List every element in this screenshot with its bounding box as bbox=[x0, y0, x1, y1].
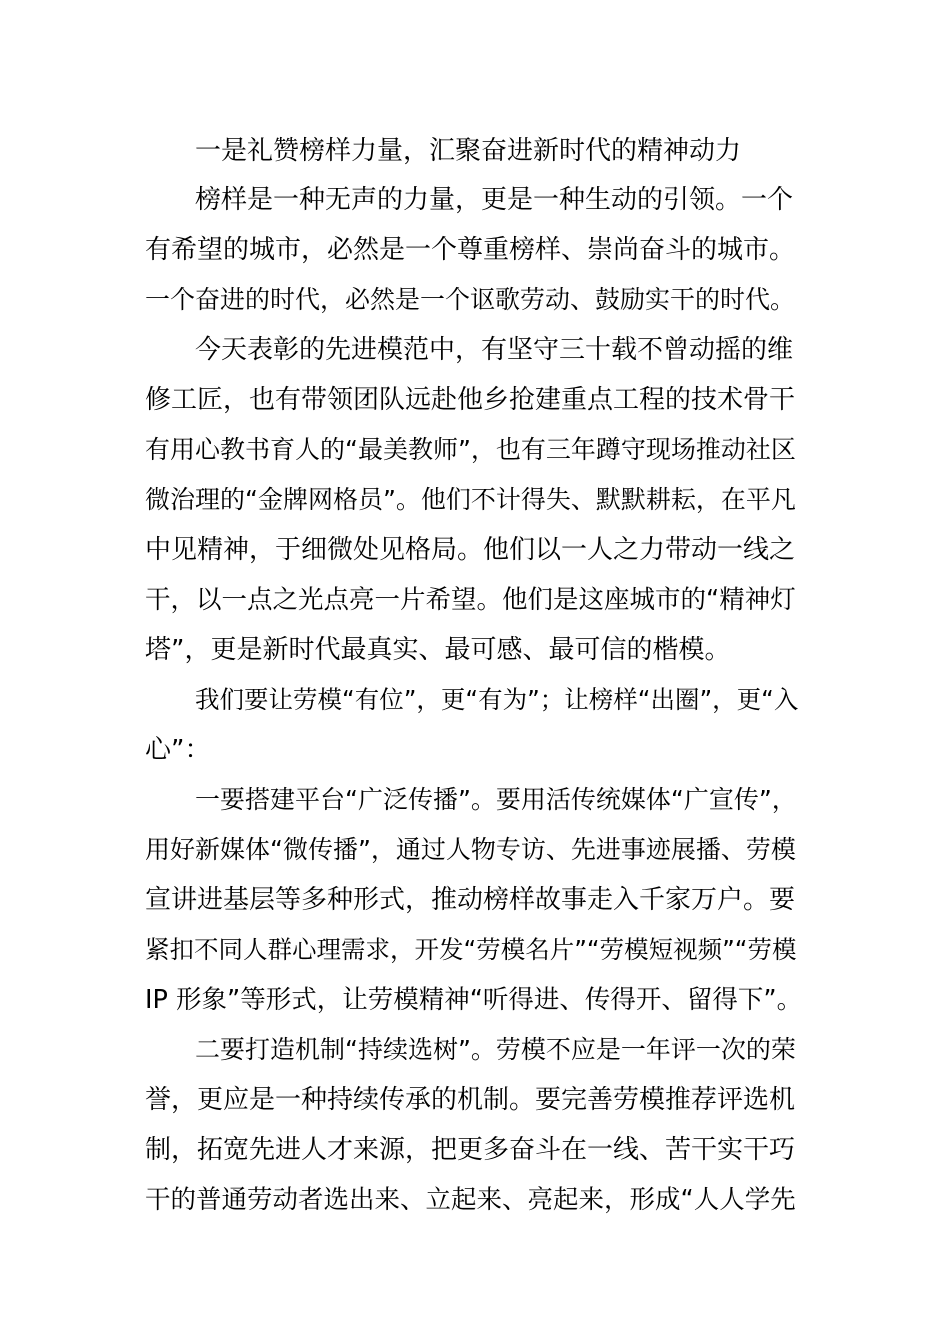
paragraph-line: 宣讲进基层等多种形式，推动榜样故事走入千家万户。要 bbox=[145, 885, 796, 915]
paragraph-line: 干的普通劳动者选出来、立起来、亮起来，形成“人人学先 bbox=[145, 1185, 796, 1215]
paragraph-line: 中见精神，于细微处见格局。他们以一人之力带动一线之 bbox=[145, 535, 796, 565]
paragraph-line: 一个奋进的时代，必然是一个讴歌劳动、鼓励实干的时代。 bbox=[145, 285, 796, 314]
paragraph-line: 紧扣不同人群心理需求，开发“劳模名片”“劳模短视频”“劳模 bbox=[145, 935, 797, 964]
paragraph-line: 有希望的城市，必然是一个尊重榜样、崇尚奋斗的城市。 bbox=[145, 235, 796, 265]
paragraph-line: 一要搭建平台“广泛传播”。要用活传统媒体“广宣传”， bbox=[195, 785, 797, 814]
paragraph-line: 榜样是一种无声的力量，更是一种生动的引领。一个 bbox=[195, 185, 794, 215]
paragraph-line: 有用心教书育人的“最美教师”，也有三年蹲守现场推动社区 bbox=[145, 435, 796, 464]
paragraph-line: 誉，更应是一种持续传承的机制。要完善劳模推荐评选机 bbox=[145, 1085, 796, 1115]
paragraph-line: IP 形象”等形式，让劳模精神“听得进、传得开、留得下”。 bbox=[145, 985, 803, 1015]
paragraph-line: 塔”，更是新时代最真实、最可感、最可信的楷模。 bbox=[145, 635, 731, 665]
paragraph-line: 今天表彰的先进模范中，有坚守三十载不曾动摇的维 bbox=[195, 335, 794, 365]
paragraph-line: 我们要让劳模“有位”，更“有为”；让榜样“出圈”，更“入 bbox=[195, 685, 799, 714]
paragraph-line: 修工匠，也有带领团队远赴他乡抢建重点工程的技术骨干 bbox=[145, 385, 796, 415]
paragraph-line: 用好新媒体“微传播”，通过人物专访、先进事迹展播、劳模 bbox=[145, 835, 796, 864]
paragraph-line: 干，以一点之光点亮一片希望。他们是这座城市的“精神灯 bbox=[145, 585, 796, 615]
section-heading: 一是礼赞榜样力量，汇聚奋进新时代的精神动力 bbox=[195, 136, 742, 166]
paragraph-line: 二要打造机制“持续选树”。劳模不应是一年评一次的荣 bbox=[195, 1035, 796, 1064]
paragraph-line: 心”： bbox=[145, 735, 211, 765]
paragraph-line: 微治理的“金牌网格员”。他们不计得失、默默耕耘，在平凡 bbox=[145, 485, 796, 514]
paragraph-line: 制，拓宽先进人才来源，把更多奋斗在一线、苦干实干巧 bbox=[145, 1135, 796, 1165]
